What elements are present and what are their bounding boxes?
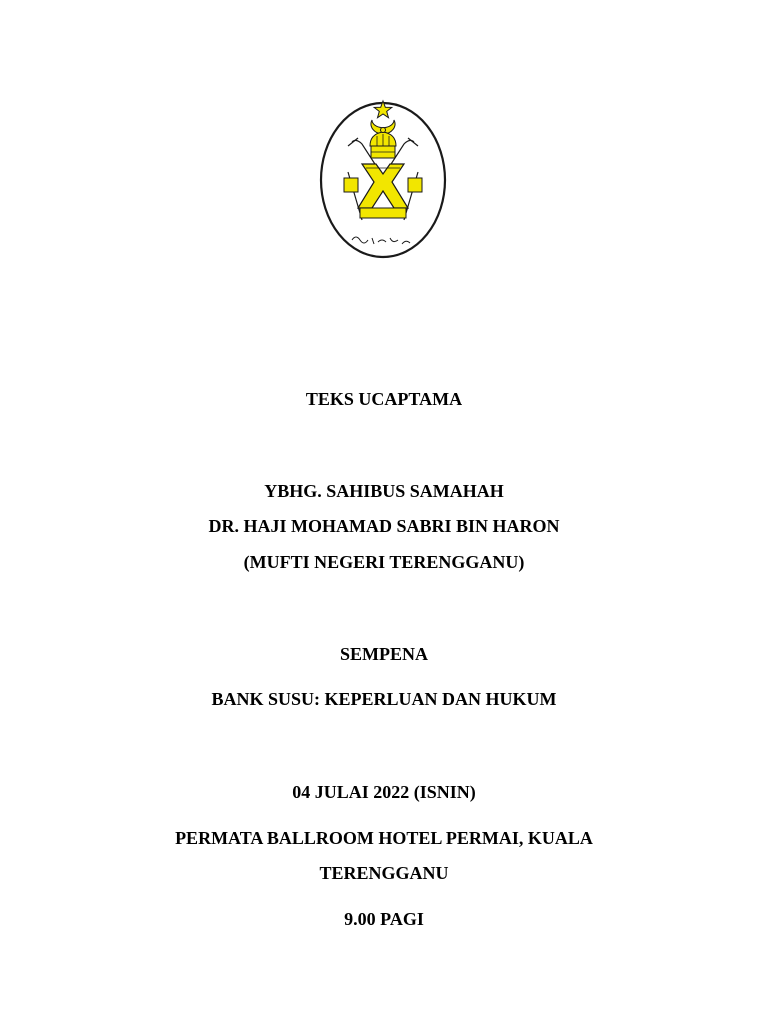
speaker-name: DR. HAJI MOHAMAD SABRI BIN HARON: [208, 516, 560, 536]
event-venue-line1: PERMATA BALLROOM HOTEL PERMAI, KUALA: [175, 828, 593, 848]
event-date: 04 JULAI 2022 (ISNIN): [292, 782, 476, 802]
speaker-honorific: YBHG. SAHIBUS SAMAHAH: [264, 481, 504, 501]
document-title: TEKS UCAPTAMA: [305, 389, 463, 409]
terengganu-crest-logo: [318, 98, 448, 260]
event-title: BANK SUSU: KEPERLUAN DAN HUKUM: [211, 689, 557, 709]
speaker-position: (MUFTI NEGERI TERENGGANU): [243, 552, 525, 572]
event-venue-line2: TERENGGANU: [319, 863, 449, 883]
occasion-label: SEMPENA: [339, 644, 428, 664]
event-time: 9.00 PAGI: [344, 909, 424, 929]
